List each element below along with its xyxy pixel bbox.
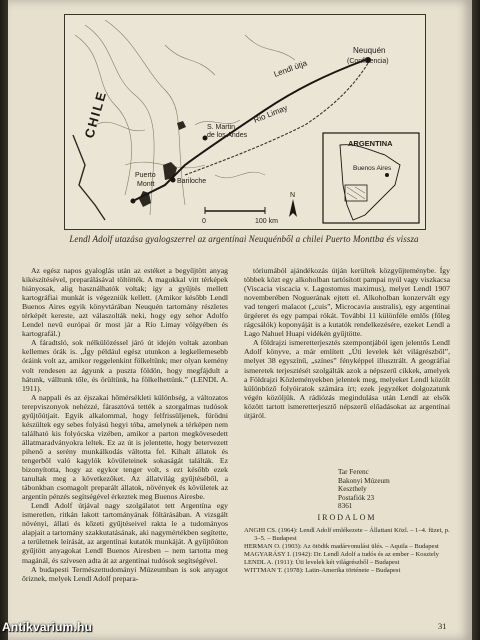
neuquen-label: Neuquén bbox=[353, 46, 386, 55]
scale-bar bbox=[202, 207, 278, 225]
reference-item: MAGYARÁSY I. (1942): Dr. Lendl Adolf a tudós és az ember – Kosztely bbox=[244, 551, 439, 559]
paragraph: A nappali és az éjszakai hőmérsékleti különbség, a változatos terepviszonyok nehézzé, fárasztóvá tették a szorgalmas tudósok gyűjtőútjait. Egyik alkalommal, hogy felfrissüljenek, fürödni készültek egy sebes folyású hegyi tóba, amelynek a térképen nem található kis folyócska vizében, amikor a parton megkövesedett állatmaradványokra leltek. Ez az út is jelentette, hogy betervezett pihenő a serény munkálkodás váltotta fel. Kihalt állatok és tengerből való kagylók kövületeinek sokaságát találták. Ez bizonyította, hogy az egykor tenger volt, s ezt később ezek tanultak meg a következőket. Az állatvilág gyűjtéséből, a tábonkban csomagolt preparált állatok, növények és kövületek az argentín pénzés segítségével érkeztek meg Buenos Airesbe. bbox=[22, 392, 228, 502]
compass-icon bbox=[289, 192, 297, 217]
author-zip: 8361 bbox=[338, 502, 353, 511]
paragraph: A budapesti Természettudományi Múzeumban is sok anyagot őriznek, melyek Lendl Adolf prepara- bbox=[22, 564, 228, 583]
de-los-andes-label: de los Andes bbox=[207, 132, 248, 139]
rio-limay-label: Rio Limay bbox=[252, 103, 289, 125]
paragraph: tóriumából ajándékozás útján kerültek közgyűjteménybe. Így többek közt egy alkoholban tartósított pampai nyúl vagy viszkacsa (Viscacia viscacia v. Lagostomus maximus), melyet Lendl 1907 novemberében Noguerának ejtett el. Alkoholban konzervált egy vad tengeri malacot („cuis”, Microcavia australis), egy argentinai ürgéeret és egy pampai rókát. További 11 különféle emlős (főleg rágcsálók) koponyáját is a kutatók rendelkezésére, ezeket Lendl a Lago Nahuel Huapi vidékén gyűjtötte. bbox=[244, 266, 450, 339]
confluencia-label: (Confluencia) bbox=[347, 58, 389, 65]
scale-zero-label: 0 bbox=[202, 218, 206, 225]
references-heading: IRODALOM bbox=[317, 513, 377, 522]
montt-label: Montt bbox=[137, 181, 155, 188]
reference-item: HERMAN O. (1903): Az ötödik madárvonulási ülés. – Aquila – Budapest bbox=[244, 543, 439, 551]
author-institution: Bakonyi Múzeum bbox=[338, 476, 390, 485]
references-list bbox=[244, 527, 454, 576]
argentina-label: ARGENTINA bbox=[348, 139, 393, 148]
right-column bbox=[244, 266, 450, 420]
inset-map bbox=[323, 133, 419, 223]
route-map-svg bbox=[65, 15, 425, 229]
bariloche-label: Bariloche bbox=[177, 178, 207, 185]
buenos-aires-marker bbox=[385, 173, 389, 177]
chile-coastline bbox=[73, 135, 105, 220]
puerto-montt-marker bbox=[131, 199, 136, 204]
page-gutter-left bbox=[0, 0, 8, 640]
san-martin-label: S. Martin bbox=[207, 124, 236, 131]
puerto-label: Puerto bbox=[135, 172, 156, 179]
compass-label: N bbox=[290, 192, 296, 199]
page-gutter-right bbox=[472, 0, 480, 640]
bariloche-marker bbox=[171, 178, 176, 183]
route-label: Lendl útja bbox=[272, 58, 309, 79]
paragraph: Lendl Adolf útjával nagy szolgálatot tett Argentína egy ismeretlen, ritkán lakott tartományának föltárásában. A vizsgált növényi, állati és kőzeti gyűjtéseivel rakta le a tudományos alapjait a tartomány szakkutatásának, aki nagymértékben segítette, a területnek leírását, az argentínai kutatók munkáját. A gyűjtőúton gyűjtött anyagokat Lendl Buenos Airesben – nem tartotta meg magánál, és szívesen adta át az argentínai tudósok segítségével. bbox=[22, 501, 228, 565]
reference-item: LENDL A. (1911): Úti levelek két világrészből – Budapest bbox=[244, 559, 400, 567]
author-postbox: Postafiók 23 bbox=[338, 493, 375, 502]
paragraph: A földrajzi ismeretterjesztés szempontjából igen jelentős Lendl Adolf könyve, a már említett „Úti levelek két világrészből”, melyet 38 egyszínű, „színes” fényképpel illusztrált. A geográfiai ismeretek terjesztését szolgálták azok a népszerű cikkek, amelyek a Földrajzi Közleményekben jelentek meg, melyeket Lendl közölt különböző folyóiratok számára írt; ezek jegyzéket dolgozatunk végén közöljük. A rádiózás megindulása után Lendl az elsők között tartott ismeretterjesztő népszerű előadásokat az argentínai útjáról. bbox=[244, 338, 450, 420]
site-watermark: Antikvarium.hu bbox=[2, 620, 93, 634]
paragraph: Az egész napos gyaloglás után az estéket a begyűjtött anyag kikészítésével, preparálásával töltötték. A magukkal vitt térképek hiányosak, alig használhatók voltak; így a gyűjtés mellett kartográfiai munkát is végezniük kellett. (Amikor később Lendl Buenos Aires egyik könyvtárában Neuquén tartomány részletes térképét kereste, azt válaszolták neki, hogy egy sehor Adolfo Lendel nevű európai őr most jár a Río Limay völgyében és kartografál.) bbox=[22, 266, 228, 339]
paragraph: A fáradtsló, sok nélkülözéssel járó út idején voltak azonban kellemes órák is. „Így például egész utunkon a legkellemesebb óráink volt az, amikor reggelenkint fölkeltünk; mer olyan kemény volt rendesen az ágyunk a puszta földön, hogy megfájdult a hátunk, válltunk tőle, és örültünk, ha fölkelhettünk.” (LENDL A. 1911). bbox=[22, 338, 228, 393]
scale-end-label: 100 km bbox=[255, 218, 278, 225]
page-number: 31 bbox=[438, 621, 447, 631]
buenos-aires-label: Buenos Aires bbox=[353, 165, 392, 172]
reference-item: WITTMAN T. (1978): Latin-Amerika története – Budapest bbox=[244, 567, 401, 575]
map-caption: Lendl Adolf utazása gyalogszerrel az argentínai Neuquénből a chilei Puerto Monttba és vissza bbox=[69, 234, 419, 244]
book-page bbox=[8, 0, 472, 640]
chile-label: CHILE bbox=[81, 88, 110, 140]
route-map bbox=[64, 14, 426, 230]
left-column bbox=[22, 266, 228, 583]
author-city: Keszthely bbox=[338, 485, 367, 494]
reference-item: ANGHI CS. (1964): Lendl Adolf emlékezete – Állattani Közl. – 1–4. füzet, p. 3–5. – Budapest bbox=[244, 527, 450, 543]
author-name: Tar Ferenc bbox=[338, 468, 369, 476]
author-signature bbox=[338, 468, 448, 511]
